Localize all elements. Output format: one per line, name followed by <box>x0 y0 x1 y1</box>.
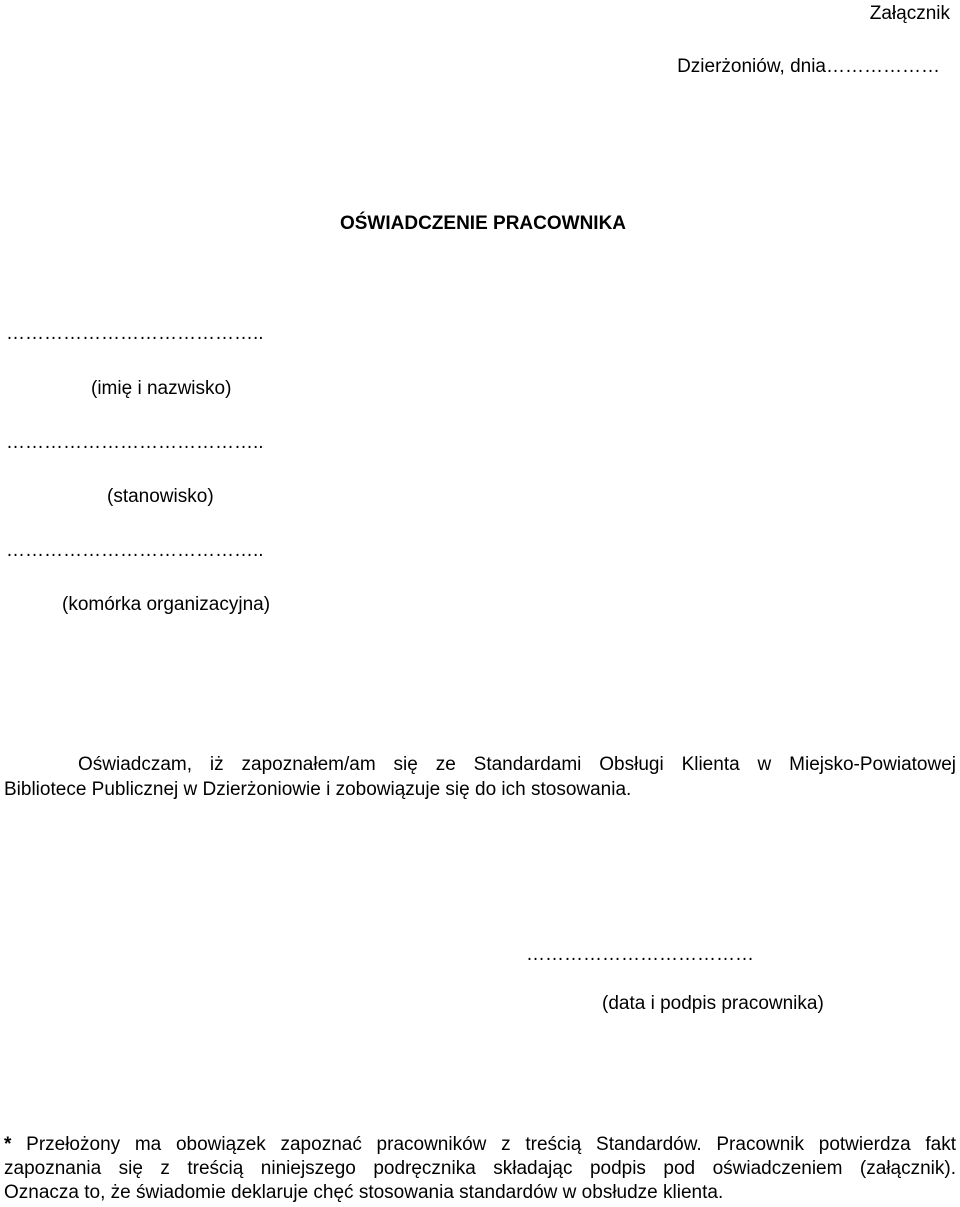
attachment-label: Załącznik <box>869 3 950 24</box>
position-field-dots: ………………………………….. <box>6 432 264 453</box>
position-field-caption: (stanowisko) <box>107 486 214 507</box>
signature-caption: (data i podpis pracownika) <box>602 993 824 1014</box>
footnote-marker: * <box>4 1134 12 1155</box>
document-title: OŚWIADCZENIE PRACOWNIKA <box>339 213 627 234</box>
footnote-paragraph <box>4 1133 956 1205</box>
declaration-line: Bibliotece Publicznej w Dzierżoniowie i zobowiązuje się do ich stosowania. <box>4 779 632 800</box>
footnote-line-text: Przełożony ma obowiązek zapoznać pracowników z treścią Standardów. Pracownik potwierdza fakt <box>26 1134 956 1155</box>
name-field-dots: ………………………………….. <box>6 323 264 344</box>
declaration-line: Oświadczam, iż zapoznałem/am się ze Standardami Obsługi Klienta w Miejsko-Powiatowej <box>78 754 956 775</box>
name-field-caption: (imię i nazwisko) <box>91 378 232 399</box>
footnote-line: zapoznania się z treścią niniejszego podręcznika składając podpis pod oświadczeniem (załącznik). <box>4 1158 956 1179</box>
footnote-line <box>4 1133 956 1157</box>
place-date-line: Dzierżoniów, dnia……………… <box>677 56 940 77</box>
unit-field-dots: ………………………………….. <box>6 540 264 561</box>
unit-field-caption: (komórka organizacyjna) <box>62 594 271 615</box>
signature-dots: ……………………………… <box>526 944 754 965</box>
footnote-line: Oznacza to, że świadomie deklaruje chęć stosowania standardów w obsłudze klienta. <box>4 1182 724 1203</box>
declaration-paragraph <box>4 752 956 802</box>
